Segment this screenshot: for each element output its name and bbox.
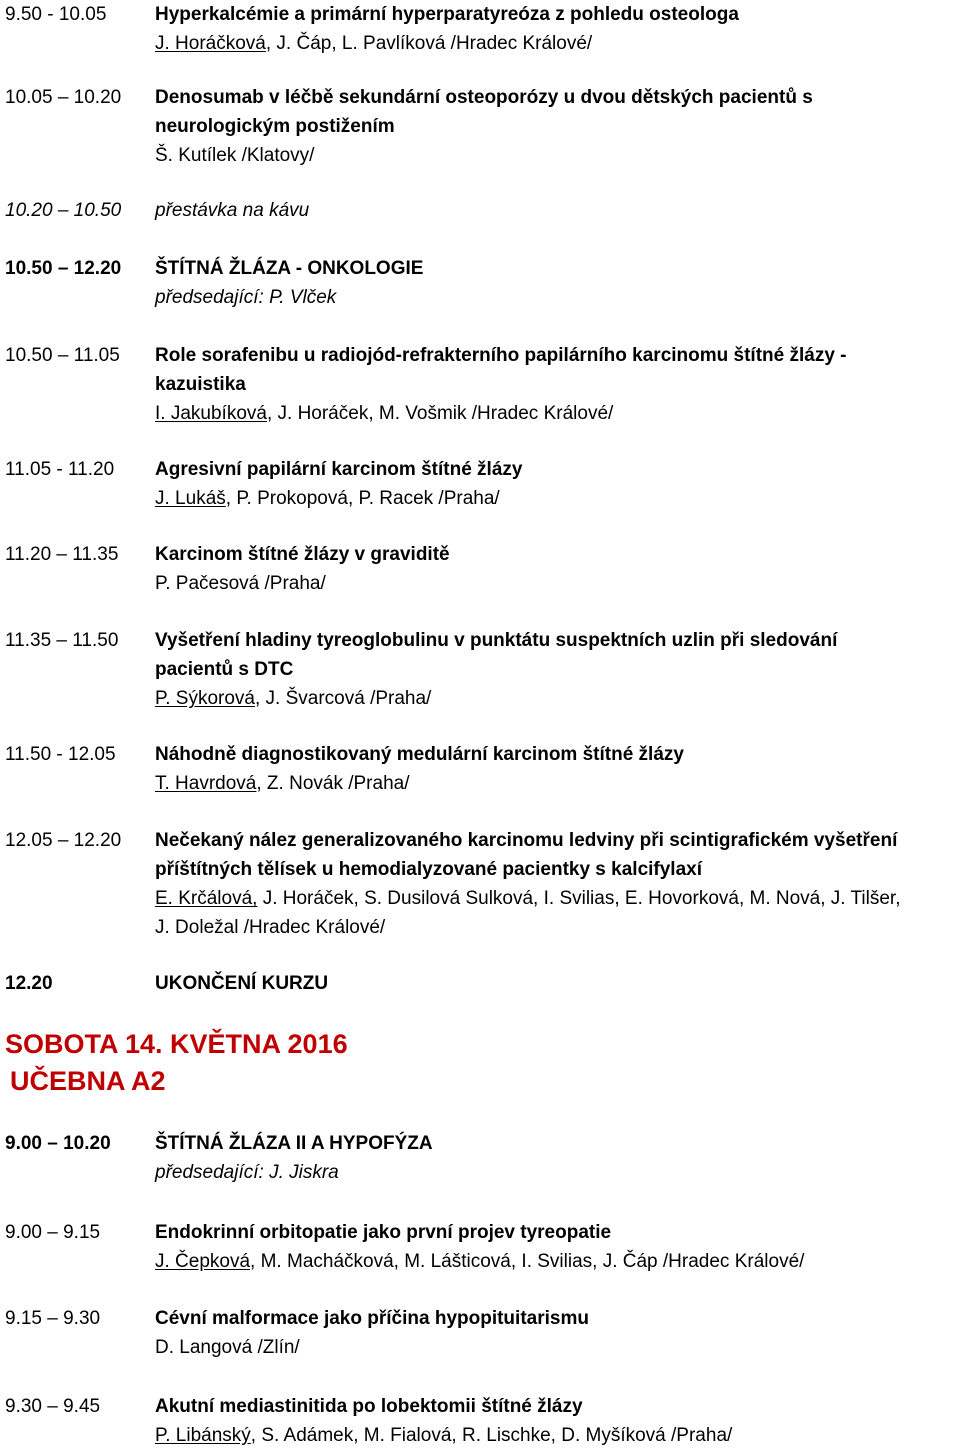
talk-title: Náhodně diagnostikovaný medulární karcinom štítné žlázy bbox=[155, 744, 684, 765]
section-title: ŠTÍTNÁ ŽLÁZA II A HYPOFÝZA bbox=[155, 1133, 433, 1154]
talk-authors: T. Havrdová, Z. Novák /Praha/ bbox=[155, 773, 410, 794]
presenting-author: I. Jakubíková bbox=[155, 403, 267, 424]
talk-title: Endokrinní orbitopatie jako první projev tyreopatie bbox=[155, 1222, 612, 1243]
time-slot: 12.05 – 12.20 bbox=[5, 830, 122, 851]
time-slot: 10.50 – 11.05 bbox=[5, 345, 120, 366]
time-slot: 9.00 – 9.15 bbox=[5, 1222, 101, 1243]
talk-authors: D. Langová /Zlín/ bbox=[155, 1337, 300, 1358]
presenting-author: J. Lukáš bbox=[155, 488, 226, 509]
presenting-author: J. Horáčková bbox=[155, 33, 266, 54]
time-slot: 10.05 – 10.20 bbox=[5, 87, 122, 108]
talk-title-cont: pacientů s DTC bbox=[155, 659, 294, 680]
time-slot: 9.00 – 10.20 bbox=[5, 1133, 111, 1154]
presenting-author: P. Sýkorová bbox=[155, 688, 255, 709]
time-slot: 9.30 – 9.45 bbox=[5, 1396, 101, 1417]
talk-title: Karcinom štítné žlázy v graviditě bbox=[155, 544, 450, 565]
chair: předsedající: P. Vlček bbox=[155, 287, 337, 308]
talk-authors: I. Jakubíková, J. Horáček, M. Vošmik /Hradec Králové/ bbox=[155, 403, 614, 424]
time-slot: 11.20 – 11.35 bbox=[5, 544, 119, 565]
talk-title: Agresivní papilární karcinom štítné žlázy bbox=[155, 459, 523, 480]
talk-title: Nečekaný nález generalizovaného karcinomu ledviny při scintigrafickém vyšetření bbox=[155, 830, 898, 851]
presenting-author: E. Krčálová, bbox=[155, 888, 258, 909]
time-slot: 9.50 - 10.05 bbox=[5, 4, 107, 25]
time-slot: 10.50 – 12.20 bbox=[5, 258, 122, 279]
talk-authors: P. Sýkorová, J. Švarcová /Praha/ bbox=[155, 688, 432, 709]
chair: předsedající: J. Jiskra bbox=[155, 1162, 339, 1183]
talk-authors: J. Horáčková, J. Čáp, L. Pavlíková /Hradec Králové/ bbox=[155, 33, 593, 54]
time-slot: 11.35 – 11.50 bbox=[5, 630, 119, 651]
talk-authors: Š. Kutílek /Klatovy/ bbox=[155, 145, 315, 166]
closing-title: UKONČENÍ KURZU bbox=[155, 973, 329, 994]
day-title: SOBOTA 14. KVĚTNA 2016 bbox=[5, 1029, 348, 1059]
talk-authors-cont: J. Doležal /Hradec Králové/ bbox=[155, 917, 386, 938]
talk-title: Cévní malformace jako příčina hypopituitarismu bbox=[155, 1308, 589, 1329]
presenting-author: P. Libánský bbox=[155, 1425, 251, 1446]
room-title: UČEBNA A2 bbox=[10, 1066, 166, 1096]
talk-title: Vyšetření hladiny tyreoglobulinu v punktátu suspektních uzlin při sledování bbox=[155, 630, 838, 651]
time-slot: 12.20 bbox=[5, 973, 53, 994]
talk-authors: P. Pačesová /Praha/ bbox=[155, 573, 326, 594]
talk-title-cont: neurologickým postižením bbox=[155, 116, 395, 137]
talk-title: Denosumab v léčbě sekundární osteoporózy u dvou dětských pacientů s bbox=[155, 87, 813, 108]
talk-title-cont: kazuistika bbox=[155, 374, 246, 395]
talk-title-cont: příštítných tělísek u hemodialyzované pacientky s kalcifylaxí bbox=[155, 859, 703, 880]
time-slot: 10.20 – 10.50 bbox=[5, 200, 122, 221]
talk-title: Hyperkalcémie a primární hyperparatyreóza z pohledu osteologa bbox=[155, 4, 739, 25]
talk-authors: J. Lukáš, P. Prokopová, P. Racek /Praha/ bbox=[155, 488, 500, 509]
section-title: ŠTÍTNÁ ŽLÁZA - ONKOLOGIE bbox=[155, 258, 424, 279]
talk-title: Akutní mediastinitida po lobektomii štítné žlázy bbox=[155, 1396, 583, 1417]
break-note: přestávka na kávu bbox=[155, 200, 310, 221]
time-slot: 11.50 - 12.05 bbox=[5, 744, 116, 765]
time-slot: 11.05 - 11.20 bbox=[5, 459, 115, 480]
talk-title: Role sorafenibu u radiojód-refrakterního papilárního karcinomu štítné žlázy - bbox=[155, 345, 847, 366]
talk-authors: E. Krčálová, J. Horáček, S. Dusilová Sulková, I. Svilias, E. Hovorková, M. Nová, J. Tilšer, bbox=[155, 888, 901, 909]
presenting-author: J. Čepková bbox=[155, 1251, 251, 1272]
presenting-author: T. Havrdová bbox=[155, 773, 257, 794]
time-slot: 9.15 – 9.30 bbox=[5, 1308, 101, 1329]
talk-authors: J. Čepková, M. Macháčková, M. Lášticová, I. Svilias, J. Čáp /Hradec Králové/ bbox=[155, 1251, 805, 1272]
talk-authors: P. Libánský, S. Adámek, M. Fialová, R. Lischke, D. Myšíková /Praha/ bbox=[155, 1425, 733, 1446]
